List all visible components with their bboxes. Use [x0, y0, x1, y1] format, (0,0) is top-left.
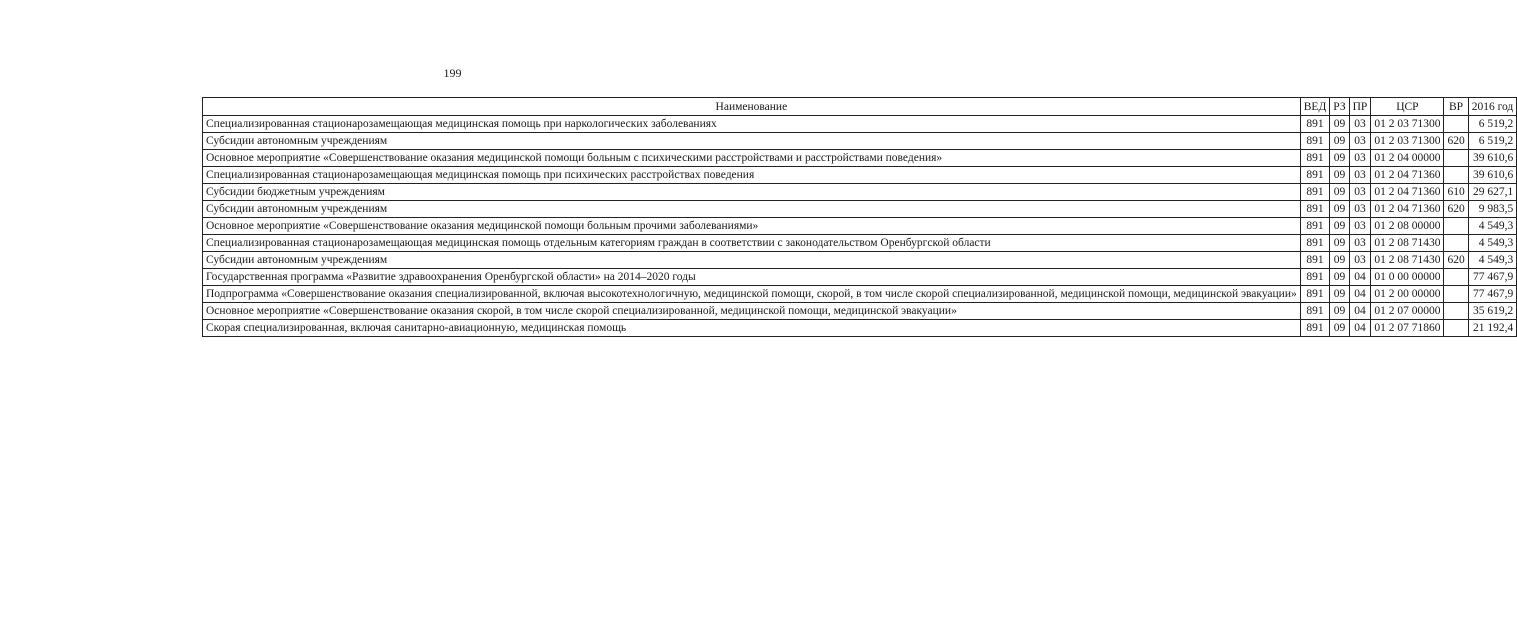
cell-amount: 35 619,2 [1468, 303, 1517, 320]
cell-amount: 21 192,4 [1468, 320, 1517, 337]
cell-ved: 891 [1300, 218, 1330, 235]
header-pr: ПР [1349, 98, 1371, 116]
cell-pr: 03 [1349, 184, 1371, 201]
cell-csr: 01 2 03 71300 [1371, 116, 1444, 133]
cell-pr: 04 [1349, 269, 1371, 286]
cell-csr: 01 2 04 71360 [1371, 201, 1444, 218]
cell-amount: 6 519,2 [1468, 116, 1517, 133]
cell-vr: 610 [1444, 184, 1468, 201]
cell-pr: 04 [1349, 286, 1371, 303]
cell-rz: 09 [1330, 184, 1349, 201]
cell-csr: 01 0 00 00000 [1371, 269, 1444, 286]
cell-rz: 09 [1330, 235, 1349, 252]
cell-pr: 03 [1349, 150, 1371, 167]
cell-pr: 03 [1349, 133, 1371, 150]
header-vr: ВР [1444, 98, 1468, 116]
cell-amount: 4 549,3 [1468, 235, 1517, 252]
table-row [203, 269, 1517, 286]
cell-rz: 09 [1330, 286, 1349, 303]
cell-name: Основное мероприятие «Совершенствование оказания скорой, в том числе скорой специализированной, медицинской помощи, медицинской эвакуации» [203, 303, 1301, 320]
table-row [203, 167, 1517, 184]
cell-pr: 03 [1349, 116, 1371, 133]
cell-rz: 09 [1330, 116, 1349, 133]
cell-vr [1444, 286, 1468, 303]
cell-csr: 01 2 04 71360 [1371, 167, 1444, 184]
cell-csr: 01 2 03 71300 [1371, 133, 1444, 150]
cell-name: Государственная программа «Развитие здравоохранения Оренбургской области» на 2014–2020 годы [203, 269, 1301, 286]
header-year: 2016 год [1468, 98, 1517, 116]
cell-name: Основное мероприятие «Совершенствование оказания медицинской помощи больным прочими заболеваниями» [203, 218, 1301, 235]
cell-amount: 4 549,3 [1468, 252, 1517, 269]
cell-rz: 09 [1330, 252, 1349, 269]
cell-csr: 01 2 04 00000 [1371, 150, 1444, 167]
cell-vr [1444, 269, 1468, 286]
table-row [203, 286, 1517, 303]
table-row [203, 133, 1517, 150]
cell-vr [1444, 150, 1468, 167]
cell-rz: 09 [1330, 218, 1349, 235]
table-row [203, 320, 1517, 337]
cell-amount: 29 627,1 [1468, 184, 1517, 201]
cell-rz: 09 [1330, 167, 1349, 184]
cell-amount: 77 467,9 [1468, 286, 1517, 303]
cell-ved: 891 [1300, 303, 1330, 320]
page-number: 199 [443, 66, 462, 80]
table-header-row [203, 98, 1517, 116]
cell-vr: 620 [1444, 133, 1468, 150]
header-csr: ЦСР [1371, 98, 1444, 116]
cell-rz: 09 [1330, 133, 1349, 150]
table-row [203, 150, 1517, 167]
table-row [203, 184, 1517, 201]
cell-ved: 891 [1300, 133, 1330, 150]
cell-csr: 01 2 08 71430 [1371, 235, 1444, 252]
cell-pr: 04 [1349, 320, 1371, 337]
cell-pr: 03 [1349, 235, 1371, 252]
cell-name: Субсидии бюджетным учреждениям [203, 184, 1301, 201]
cell-ved: 891 [1300, 320, 1330, 337]
cell-ved: 891 [1300, 167, 1330, 184]
cell-rz: 09 [1330, 150, 1349, 167]
cell-rz: 09 [1330, 303, 1349, 320]
cell-vr [1444, 320, 1468, 337]
cell-pr: 03 [1349, 252, 1371, 269]
cell-amount: 6 519,2 [1468, 133, 1517, 150]
header-ved: ВЕД [1300, 98, 1330, 116]
cell-name: Подпрограмма «Совершенствование оказания специализированной, включая высокотехнологичную, медицинской помощи, скорой, в том числе скорой специализированной, медицинской помощи, медицинской эвакуации» [203, 286, 1301, 303]
cell-ved: 891 [1300, 116, 1330, 133]
table-row [203, 201, 1517, 218]
cell-csr: 01 2 07 71860 [1371, 320, 1444, 337]
cell-name: Специализированная стационарозамещающая медицинская помощь при наркологических заболеваниях [203, 116, 1301, 133]
cell-ved: 891 [1300, 184, 1330, 201]
cell-csr: 01 2 00 00000 [1371, 286, 1444, 303]
cell-ved: 891 [1300, 269, 1330, 286]
cell-csr: 01 2 08 00000 [1371, 218, 1444, 235]
table-body [203, 116, 1517, 337]
cell-vr [1444, 167, 1468, 184]
cell-vr [1444, 218, 1468, 235]
table-row [203, 116, 1517, 133]
cell-ved: 891 [1300, 235, 1330, 252]
cell-amount: 77 467,9 [1468, 269, 1517, 286]
cell-name: Скорая специализированная, включая санитарно-авиационную, медицинская помощь [203, 320, 1301, 337]
table-row [203, 252, 1517, 269]
cell-vr [1444, 303, 1468, 320]
cell-pr: 04 [1349, 303, 1371, 320]
cell-ved: 891 [1300, 150, 1330, 167]
cell-csr: 01 2 08 71430 [1371, 252, 1444, 269]
table-row [203, 235, 1517, 252]
header-name: Наименование [203, 98, 1301, 116]
cell-pr: 03 [1349, 201, 1371, 218]
cell-vr: 620 [1444, 252, 1468, 269]
cell-name: Основное мероприятие «Совершенствование оказания медицинской помощи больным с психическими расстройствами и расстройствами поведения» [203, 150, 1301, 167]
cell-pr: 03 [1349, 167, 1371, 184]
budget-table [202, 97, 1517, 337]
cell-name: Субсидии автономным учреждениям [203, 201, 1301, 218]
cell-amount: 39 610,6 [1468, 150, 1517, 167]
cell-csr: 01 2 07 00000 [1371, 303, 1444, 320]
cell-vr [1444, 235, 1468, 252]
header-rz: РЗ [1330, 98, 1349, 116]
cell-name: Специализированная стационарозамещающая медицинская помощь отдельным категориям граждан в соответствии с законодательством Оренбургской области [203, 235, 1301, 252]
cell-ved: 891 [1300, 286, 1330, 303]
cell-rz: 09 [1330, 320, 1349, 337]
cell-amount: 9 983,5 [1468, 201, 1517, 218]
cell-vr: 620 [1444, 201, 1468, 218]
cell-csr: 01 2 04 71360 [1371, 184, 1444, 201]
cell-ved: 891 [1300, 252, 1330, 269]
cell-name: Субсидии автономным учреждениям [203, 133, 1301, 150]
table-row [203, 218, 1517, 235]
cell-vr [1444, 116, 1468, 133]
cell-rz: 09 [1330, 201, 1349, 218]
cell-rz: 09 [1330, 269, 1349, 286]
table-row [203, 303, 1517, 320]
cell-amount: 4 549,3 [1468, 218, 1517, 235]
cell-amount: 39 610,6 [1468, 167, 1517, 184]
cell-name: Специализированная стационарозамещающая медицинская помощь при психических расстройствах поведения [203, 167, 1301, 184]
cell-name: Субсидии автономным учреждениям [203, 252, 1301, 269]
cell-ved: 891 [1300, 201, 1330, 218]
cell-pr: 03 [1349, 218, 1371, 235]
